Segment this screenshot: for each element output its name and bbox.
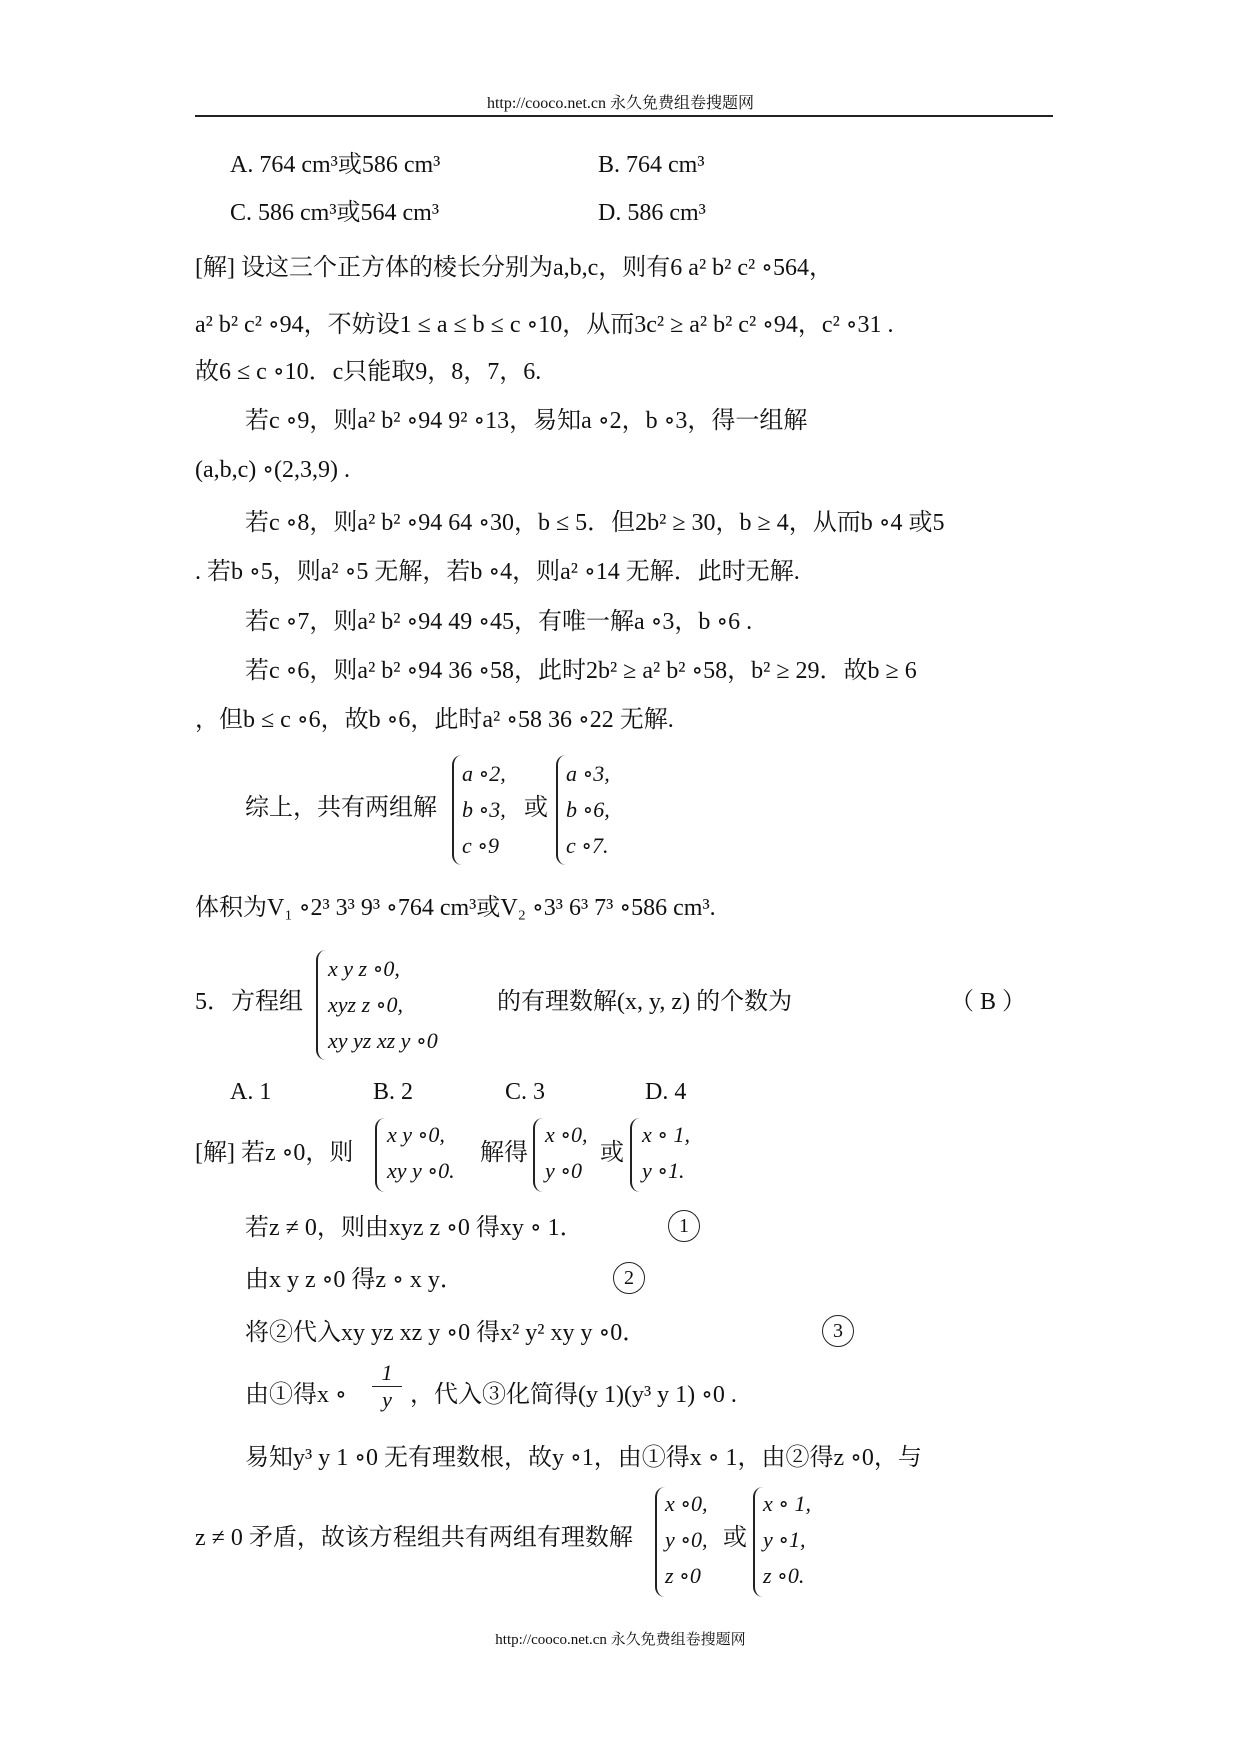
fraction-denominator: y	[382, 1387, 392, 1412]
sol5-l6: 易知y³ y 1 ∘0 无有理数根，故y ∘1，由①得x ∘ 1，由②得z ∘0，与	[245, 1445, 922, 1471]
sys-line: x ∘0,	[665, 1491, 708, 1516]
sys-line: x ∘ 1,	[642, 1122, 691, 1147]
sol5-l7-prefix: z ≠ 0 矛盾，故该方程组共有两组有理数解	[195, 1525, 633, 1551]
sol4-line-4: 若c ∘9，则a² b² ∘94 9² ∘13，易知a ∘2，b ∘3，得一组解	[245, 408, 808, 434]
option-a: A. 764 cm³或586 cm³	[230, 152, 441, 178]
page-header: http://cooco.net.cn 永久免费组卷搜题网	[486, 95, 755, 112]
sol4-or: 或	[524, 795, 548, 821]
p5-prefix: 5．方程组	[195, 989, 303, 1015]
sys-line: xy yz xz y ∘0	[328, 1028, 438, 1053]
sol4-line-5: (a,b,c) ∘(2,3,9) .	[195, 457, 351, 483]
sys-line: y ∘1,	[763, 1527, 806, 1552]
option-d: D. 586 cm³	[598, 200, 706, 226]
circled-number-3: 3	[822, 1315, 854, 1347]
sol5-l3: 由x y z ∘0 得z ∘ x y．	[245, 1267, 464, 1293]
sys-line: x y ∘0,	[387, 1122, 445, 1147]
sys-line: c ∘7.	[566, 833, 609, 858]
sol4-line-2: a² b² c² ∘94，不妨设1 ≤ a ≤ b ≤ c ∘10，从而3c² ≥ a² b² c² ∘94，c² ∘31 .	[195, 312, 894, 338]
sol5-l1-mid: 解得	[480, 1140, 528, 1166]
sys-line: y ∘1.	[642, 1158, 685, 1183]
circled-number-2: 2	[613, 1262, 645, 1294]
sol5-system-b	[533, 1118, 603, 1192]
sol4-line-8: 若c ∘7，则a² b² ∘94 49 ∘45，有唯一解a ∘3，b ∘6 .	[245, 609, 753, 635]
sys-line: x ∘ 1,	[763, 1491, 812, 1516]
sys-line: z ∘0.	[763, 1563, 805, 1588]
sys-line: xy y ∘0.	[387, 1158, 455, 1183]
sol5-l4: 将②代入xy yz xz y ∘0 得x² y² xy y ∘0．	[245, 1320, 647, 1346]
sol5-system-c	[630, 1118, 710, 1192]
sol5-final-system-b	[753, 1487, 843, 1597]
header-rule	[195, 115, 1053, 117]
sys-line: a ∘2,	[462, 761, 506, 786]
sol4-line-7: . 若b ∘5，则a² ∘5 无解，若b ∘4，则a² ∘14 无解．此时无解.	[195, 559, 800, 585]
sol5-l1-or: 或	[600, 1140, 624, 1166]
sol5-l2: 若z ≠ 0，则由xyz z ∘0 得xy ∘ 1．	[245, 1215, 584, 1241]
sol5-l5-suffix: ，代入③化简得(y 1)(y³ y 1) ∘0 .	[410, 1382, 737, 1408]
p5-option-d: D. 4	[645, 1079, 687, 1105]
sol4-summary-prefix: 综上，共有两组解	[245, 795, 437, 821]
sol4-volume: 体积为V₁ ∘2³ 3³ 9³ ∘764 cm³或V₂ ∘3³ 6³ 7³ ∘586 cm³.	[195, 895, 716, 921]
sys-line: x y z ∘0,	[328, 956, 400, 981]
page-footer: http://cooco.net.cn 永久免费组卷搜题网	[495, 1632, 746, 1648]
sys-line: c ∘9	[462, 833, 500, 858]
option-b: B. 764 cm³	[598, 152, 705, 178]
fraction-numerator: 1	[372, 1360, 402, 1387]
p5-suffix: 的有理数解(x, y, z) 的个数为	[497, 989, 793, 1015]
option-c: C. 586 cm³或564 cm³	[230, 200, 440, 226]
sys-line: a ∘3,	[566, 761, 610, 786]
sol4-system-2	[556, 755, 636, 865]
sol4-line-9: 若c ∘6，则a² b² ∘94 36 ∘58，此时2b² ≥ a² b² ∘58，b² ≥ 29．故b ≥ 6	[245, 658, 917, 684]
sol4-line-1: [解] 设这三个正方体的棱长分别为a,b,c，则有6 a² b² c² ∘564，	[195, 255, 833, 281]
p5-option-c: C. 3	[505, 1079, 546, 1105]
fraction-1-over-y	[372, 1360, 402, 1413]
sys-line: z ∘0	[665, 1563, 701, 1588]
sys-line: b ∘6,	[566, 797, 610, 822]
circled-number-1: 1	[668, 1210, 700, 1242]
sys-line: x ∘0,	[545, 1122, 588, 1147]
sol5-l7-or: 或	[723, 1525, 747, 1551]
p5-answer: （ B ）	[950, 989, 1027, 1015]
sol5-l5-prefix: 由①得x ∘	[245, 1382, 347, 1408]
sys-line: b ∘3,	[462, 797, 506, 822]
sys-line: xyz z ∘0,	[328, 992, 403, 1017]
sol5-l1-prefix: [解] 若z ∘0，则	[195, 1140, 354, 1166]
p5-option-b: B. 2	[373, 1079, 414, 1105]
sol4-line-10: ，但b ≤ c ∘6，故b ∘6，此时a² ∘58 36 ∘22 无解.	[195, 707, 674, 733]
sol5-system-a	[375, 1118, 485, 1192]
sol4-system-1	[452, 755, 532, 865]
sys-line: y ∘0,	[665, 1527, 708, 1552]
sys-line: y ∘0	[545, 1158, 583, 1183]
sol4-line-3: 故6 ≤ c ∘10．c只能取9，8，7，6.	[195, 359, 542, 385]
p5-system	[316, 950, 496, 1060]
sol4-line-6: 若c ∘8，则a² b² ∘94 64 ∘30，b ≤ 5．但2b² ≥ 30，b ≥ 4，从而b ∘4 或5	[245, 510, 945, 536]
p5-option-a: A. 1	[230, 1079, 272, 1105]
